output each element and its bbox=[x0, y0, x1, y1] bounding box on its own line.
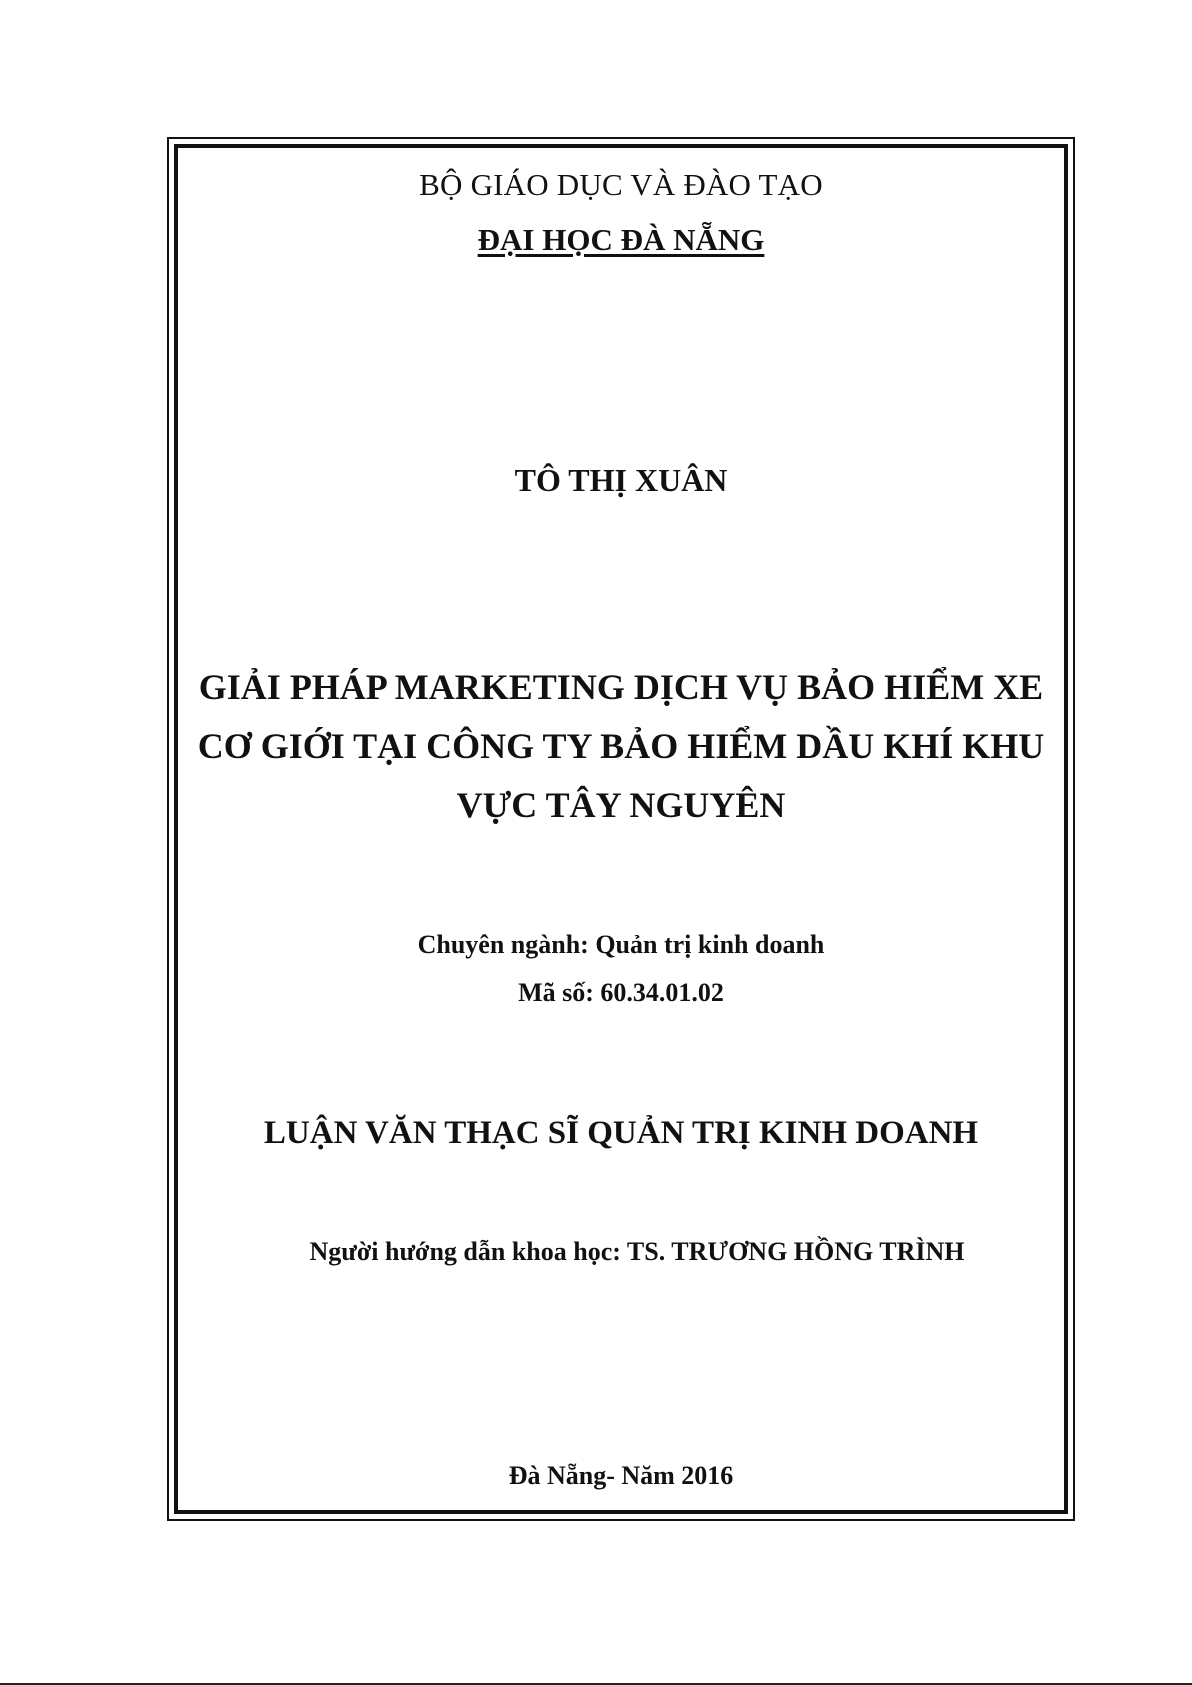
university-name: ĐẠI HỌC ĐÀ NẴNG bbox=[477, 222, 765, 257]
major-code: Mã số: 60.34.01.02 bbox=[518, 978, 724, 1007]
author-name: TÔ THỊ XUÂN bbox=[514, 462, 728, 498]
major-field: Chuyên ngành: Quản trị kinh doanh bbox=[417, 930, 825, 959]
place-and-year: Đà Nẵng- Năm 2016 bbox=[508, 1461, 734, 1490]
thesis-title-line-3: VỰC TÂY NGUYÊN bbox=[456, 785, 786, 825]
degree-type: LUẬN VĂN THẠC SĨ QUẢN TRỊ KINH DOANH bbox=[263, 1115, 979, 1151]
thesis-title-line-2: CƠ GIỚI TẠI CÔNG TY BẢO HIỂM DẦU KHÍ KHU bbox=[197, 726, 1045, 766]
thesis-title bbox=[174, 658, 1068, 835]
advisor-name: Người hướng dẫn khoa học: TS. TRƯƠNG HỒNG TRÌNH bbox=[309, 1237, 965, 1266]
ministry-name: BỘ GIÁO DỤC VÀ ĐÀO TẠO bbox=[419, 167, 823, 202]
thesis-title-line-1: GIẢI PHÁP MARKETING DỊCH VỤ BẢO HIỂM XE bbox=[198, 667, 1044, 707]
